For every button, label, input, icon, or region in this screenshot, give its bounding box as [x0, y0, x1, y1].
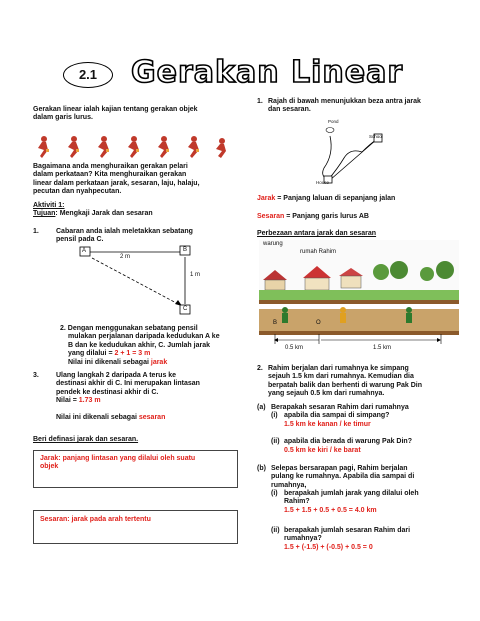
runners-illustration — [32, 134, 232, 160]
q1-text: Rajah di bawah menunjukkan beza antra jarak dan sesaran. — [268, 98, 421, 114]
intro-text: Gerakan linear ialah kajian tentang gerakan objek dalam garis lurus. — [33, 106, 198, 122]
q2ai-answer: 1.5 km ke kanan / ke timur — [284, 421, 371, 428]
map-label-pond: Pond — [328, 119, 339, 124]
q2ai-text: apabila dia sampai di simpang? — [284, 412, 390, 419]
scene-label-warung: warung — [263, 241, 283, 247]
step1-number: 1. — [33, 228, 39, 235]
step1-text: Cabaran anda ialah meletakkan sebatang pensil pada C. — [56, 228, 193, 244]
q2aii-text: apabila dia berada di warung Pak Din? — [284, 438, 412, 445]
q2-text: Rahim berjalan dari rumahnya ke simpang sejauh 1.5 km dari rumahnya. Kemudian dia berpatah balik dan berhenti di warung Pak Din yang sejauh 0.5 km dari rumahnya. — [268, 365, 423, 398]
scene-label-b: B — [273, 320, 278, 326]
q2bi-answer: 1.5 + 1.5 + 0.5 + 0.5 = 4.0 km — [284, 507, 377, 514]
q1-number: 1. — [257, 98, 263, 105]
label-b: B — [183, 247, 188, 253]
route-map — [310, 118, 390, 188]
jarak-definition-box: Jarak: panjang lintasan yang dilalui oleh suatu objek — [33, 450, 238, 488]
scene-distance-1: 0.5 km — [285, 345, 304, 351]
q2bii-text: berapakah jumlah sesaran Rahim dari rumahnya? — [284, 527, 411, 543]
map-label-school: School — [369, 134, 383, 139]
q2aii-answer: 0.5 km ke kiri / ke barat — [284, 447, 361, 454]
define-title: Beri definasi jarak dan sesaran. — [33, 436, 139, 443]
label-ab-distance: 2 m — [120, 254, 131, 260]
q2bi-text: berapakah jumlah jarak yang dilalui oleh Rahim? — [284, 490, 419, 506]
sesaran-definition-box: Sesaran: jarak pada arah tertentu — [33, 510, 238, 544]
q2ai-label: (i) — [271, 412, 278, 419]
page-title: Gerakan Linear — [131, 55, 404, 90]
step3-term: sesaran — [138, 413, 166, 421]
q2aii-label: (ii) — [271, 438, 280, 445]
step3-number: 3. — [33, 372, 39, 379]
step2-answer: 2 + 1 = 3 m — [114, 350, 151, 358]
q2a-text: Berapakah sesaran Rahim dari rumahnya — [271, 404, 409, 411]
step2-term: jarak — [150, 358, 168, 366]
perbezaan-title: Perbezaan antara jarak dan sesaran — [257, 230, 377, 237]
step3-answer: 1.73 m — [78, 397, 101, 405]
question-text: Bagaimana anda menghuraikan gerakan pelari dalam perkataan? Kita menghuraikan gerakan linear dalam perkataan jarak, sesaran, laju, halaju, pecutan dan nyahpecutan. — [33, 163, 200, 196]
activity-title: Aktiviti 1: — [33, 202, 65, 209]
section-number: 2.1 — [63, 62, 113, 88]
q2a-label: (a) — [257, 404, 266, 411]
label-a: A — [82, 248, 87, 254]
q2bii-answer: 1.5 + (-1.5) + (-0.5) + 0.5 = 0 — [284, 544, 373, 551]
label-bc-distance: 1 m — [190, 272, 201, 278]
pond-icon — [326, 128, 334, 133]
aim-line: Tujuan: Mengkaji Jarak dan sesaran — [33, 210, 153, 217]
q2bii-label: (ii) — [271, 527, 280, 534]
q2-number: 2. — [257, 365, 263, 372]
scene-label-rumah: rumah Rahim — [300, 249, 337, 255]
map-label-house: House — [316, 180, 330, 185]
scene-distance-2: 1.5 km — [373, 345, 392, 351]
q2bi-label: (i) — [271, 490, 278, 497]
sesaran-meaning: Sesaran = Panjang garis lurus AB — [257, 213, 369, 220]
scene-label-o: O — [316, 320, 321, 326]
label-c: C — [183, 306, 188, 312]
rahim-scene-illustration — [259, 240, 459, 358]
step3-text: Ulang langkah 2 daripada A terus ke destinasi akhir di C. Ini merupakan lintasan pendek ke destinasi akhir di C. Nilai = 1.73 m Nilai ini dikenali sebagai sesaran — [56, 372, 200, 421]
step2-text: 2. Dengan menggunakan sebatang pensil mulakan perjalanan daripada kedudukan A ke B dan ke kedudukan akhir, C. Jumlah jarak yang dilalui = 2 + 1 = 3 m Nilai ini dikenali sebagai jarak — [60, 325, 220, 366]
jarak-meaning: Jarak = Panjang laluan di sepanjang jalan — [257, 195, 396, 202]
q2b-label: (b) — [257, 465, 266, 472]
q2b-text: Selepas bersarapan pagi, Rahim berjalan pulang ke rumahnya. Apabila dia sampai di rumahnya, — [271, 465, 415, 489]
